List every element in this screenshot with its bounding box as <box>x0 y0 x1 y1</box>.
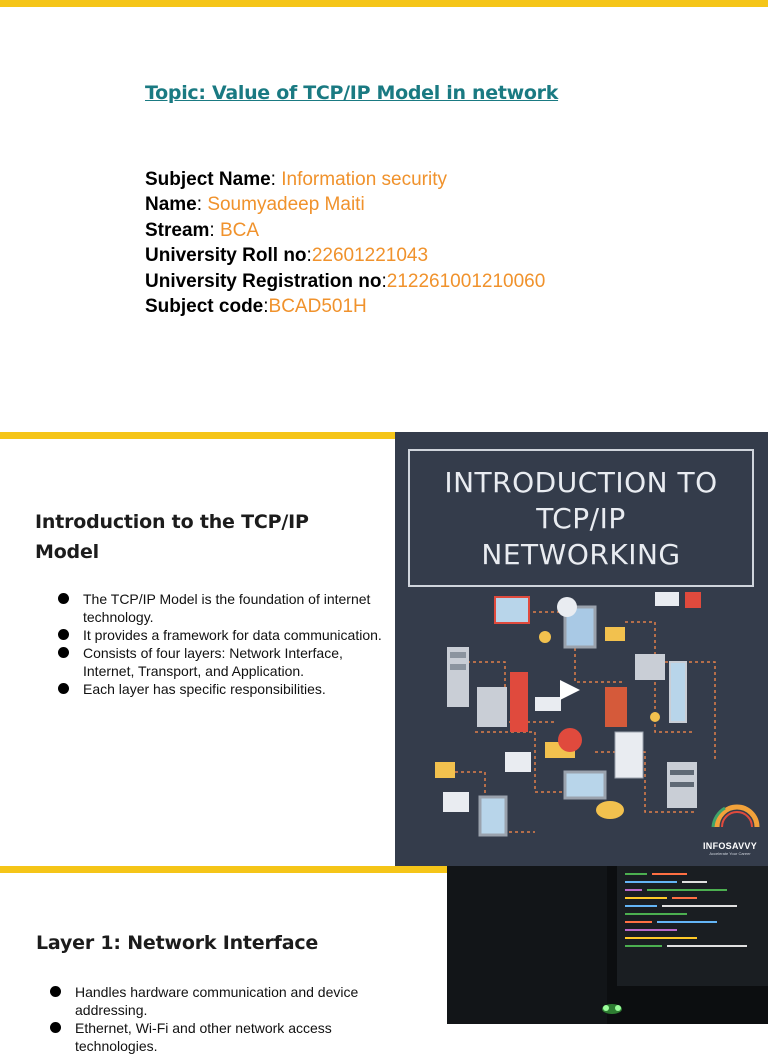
info-row-registration: University Registration no:212261001210060 <box>145 270 546 292</box>
infosavvy-logo: INFOSAVVY Accelerate Your Career <box>702 841 758 856</box>
info-row-name: Name: Soumyadeep Maiti <box>145 194 365 216</box>
field-label: University Registration no <box>145 270 382 292</box>
list-item: Each layer has specific responsibilities. <box>56 680 391 698</box>
info-row-code: Subject code:BCAD501H <box>145 296 367 318</box>
field-value: 212261001210060 <box>386 270 546 292</box>
info-row-roll: University Roll no:22601221043 <box>145 245 429 267</box>
accent-bar <box>0 432 395 439</box>
student-info <box>145 167 545 319</box>
list-item: Ethernet, Wi-Fi and other network access technologies. <box>48 1019 388 1055</box>
intro-slide <box>0 432 768 866</box>
title-slide <box>0 0 768 432</box>
list-item: Consists of four layers: Network Interface, Internet, Transport, and Application. <box>56 644 391 680</box>
info-row-stream: Stream: BCA <box>145 219 260 241</box>
bullet-icon <box>58 647 69 658</box>
bullet-icon <box>50 1022 61 1033</box>
bullet-icon <box>58 593 69 604</box>
accent-bar <box>0 866 447 873</box>
field-value: 22601221043 <box>311 245 429 267</box>
bullet-icon <box>58 683 69 694</box>
list-item: Handles hardware communication and device addressing. <box>48 983 388 1019</box>
slide-heading: Layer 1: Network Interface <box>36 932 319 954</box>
field-value: Soumyadeep Maiti <box>207 194 365 216</box>
field-label: University Roll no <box>145 245 307 267</box>
monitor-graphic <box>447 866 768 1024</box>
slide-heading: Introduction to the TCP/IP Model <box>35 511 309 563</box>
field-label: Subject code <box>145 296 264 318</box>
bullet-icon <box>50 986 61 997</box>
topic-title: Topic: Value of TCP/IP Model in network <box>145 82 559 104</box>
layer1-slide <box>0 866 768 1054</box>
list-item: It provides a framework for data communication. <box>56 626 391 644</box>
accent-bar <box>0 0 768 7</box>
field-value: BCAD501H <box>268 296 367 318</box>
network-devices-graphic <box>395 432 768 866</box>
field-label: Stream <box>145 219 210 241</box>
bullet-list <box>48 983 388 1055</box>
bullet-list <box>56 590 391 698</box>
networking-illustration <box>395 432 768 866</box>
field-label: Name <box>145 194 197 216</box>
field-label: Subject Name <box>145 169 271 190</box>
info-row-subject: Subject Name: Information security <box>145 169 448 190</box>
field-value: Information security <box>281 169 448 190</box>
bullet-icon <box>58 629 69 640</box>
field-value: BCA <box>219 219 260 241</box>
list-item: The TCP/IP Model is the foundation of internet technology. <box>56 590 391 626</box>
illustration-title: INTRODUCTION TO TCP/IP NETWORKING <box>408 449 754 587</box>
code-screen-photo <box>447 866 768 1024</box>
